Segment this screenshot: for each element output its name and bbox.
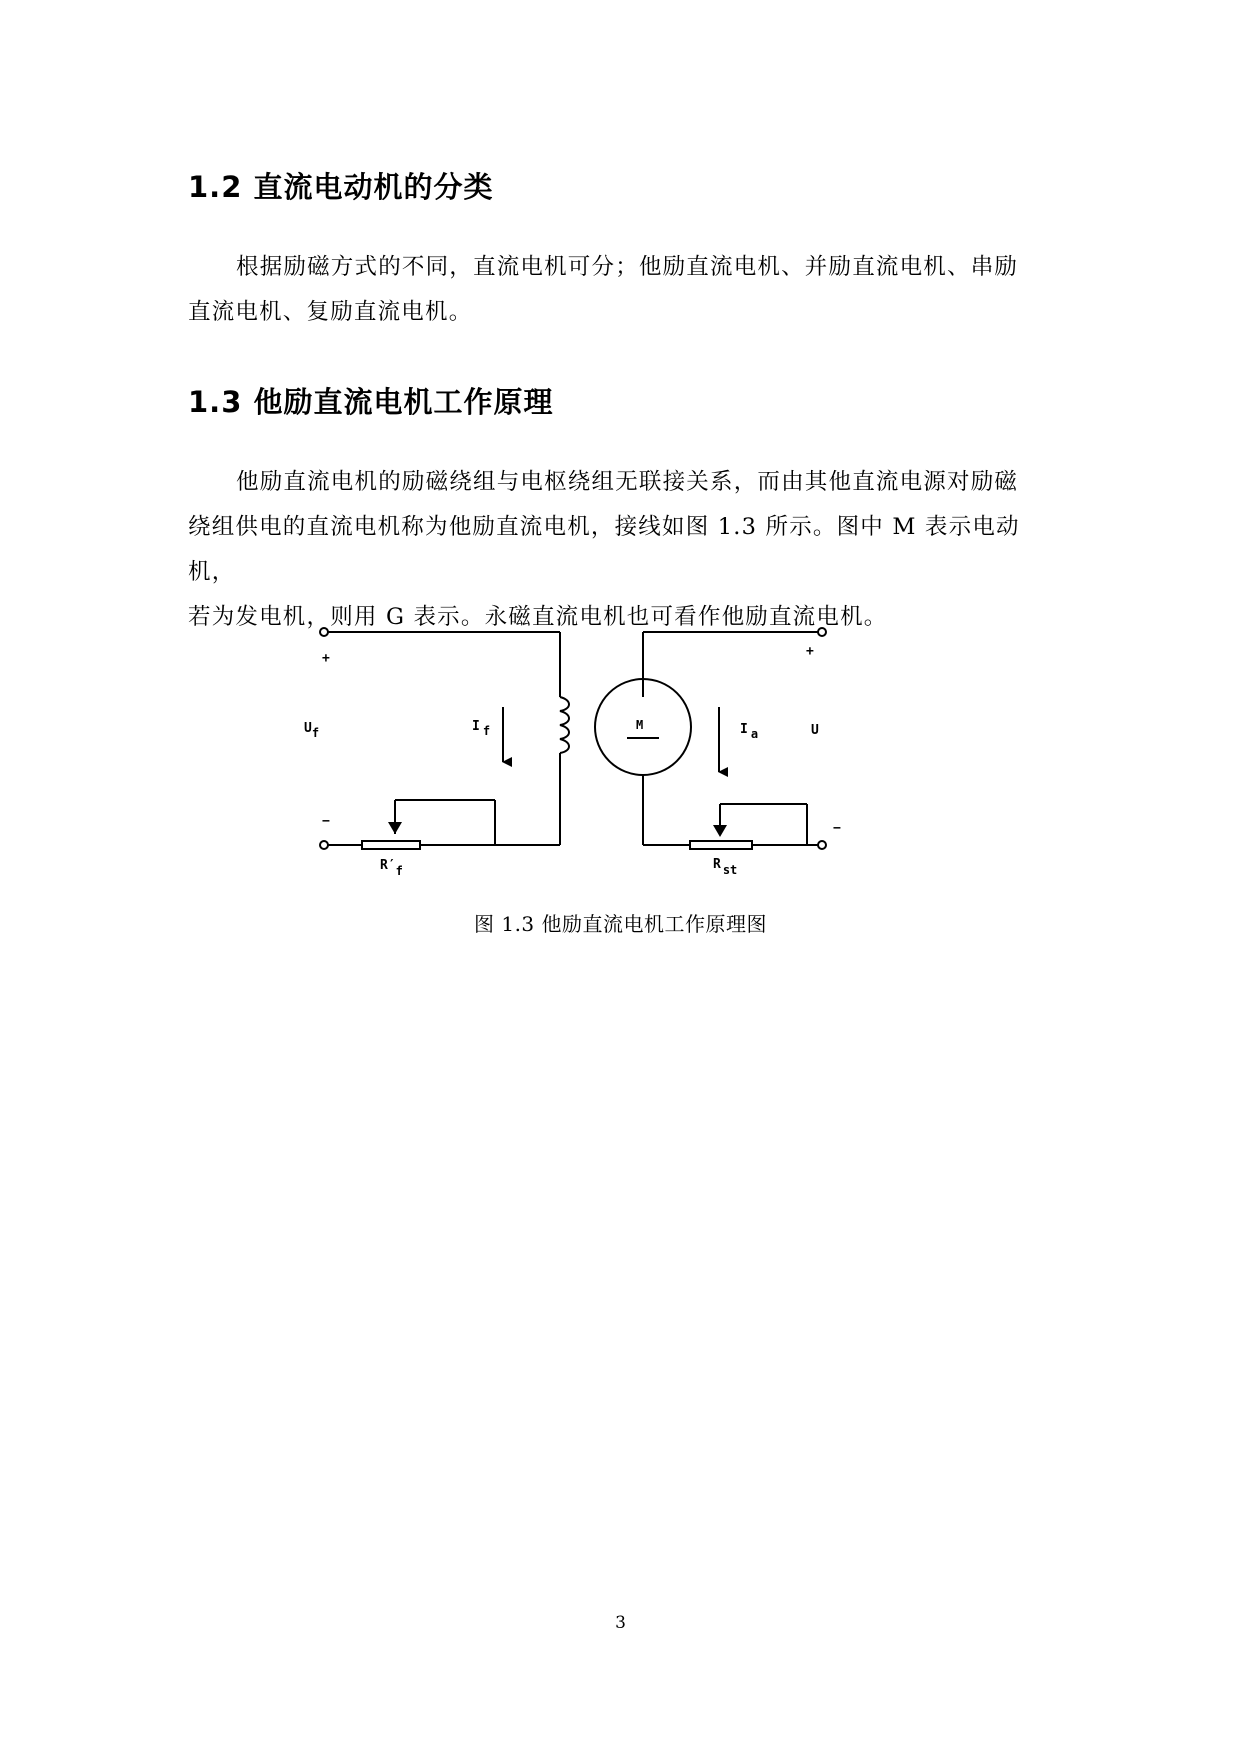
terminal-right-top bbox=[818, 628, 826, 636]
rheostat-rst bbox=[690, 841, 752, 849]
label-u: U bbox=[811, 723, 819, 738]
paragraph-line: 根据励磁方式的不同，直流电机可分；他励直流电机、并励直流电机、串励 bbox=[236, 254, 1019, 280]
label-rf: R′f bbox=[380, 858, 403, 878]
wiper-arrow-right bbox=[713, 825, 727, 837]
label-minus-left: − bbox=[322, 814, 330, 829]
paragraph-line: 若为发电机，则用 G 表示。永磁直流电机也可看作他励直流电机。 bbox=[188, 604, 888, 630]
terminal-right-bottom bbox=[818, 841, 826, 849]
paragraph-line: 直流电机、复励直流电机。 bbox=[188, 299, 473, 325]
label-ia: I a bbox=[740, 722, 759, 741]
terminal-left-top bbox=[320, 628, 328, 636]
label-rst: R st bbox=[713, 857, 738, 877]
paragraph-classification bbox=[188, 245, 1058, 335]
label-if: I f bbox=[472, 719, 491, 738]
paragraph-line: 他励直流电机的励磁绕组与电枢绕组无联接关系，而由其他直流电源对励磁 bbox=[236, 469, 1019, 495]
label-minus-right: − bbox=[833, 821, 841, 836]
label-plus-right: + bbox=[806, 644, 814, 659]
terminal-left-bottom bbox=[320, 841, 328, 849]
paragraph-line: 绕组供电的直流电机称为他励直流电机，接线如图 1.3 所示。图中 M 表示电动机， bbox=[188, 514, 1020, 585]
figure-caption: 图 1.3 他励直流电机工作原理图 bbox=[473, 912, 768, 936]
section-heading-1-2: 1.2 直流电动机的分类 bbox=[188, 170, 494, 204]
rheostat-rf bbox=[362, 841, 420, 849]
label-motor: M bbox=[636, 718, 644, 732]
label-uf: Uf bbox=[304, 721, 320, 740]
section-heading-1-3: 1.3 他励直流电机工作原理 bbox=[188, 385, 554, 419]
circuit-diagram bbox=[290, 612, 910, 892]
wiper-arrow-left bbox=[388, 822, 402, 834]
field-winding-coil bbox=[560, 697, 569, 753]
label-plus-left: + bbox=[322, 651, 330, 666]
page-number: 3 bbox=[615, 1613, 626, 1633]
